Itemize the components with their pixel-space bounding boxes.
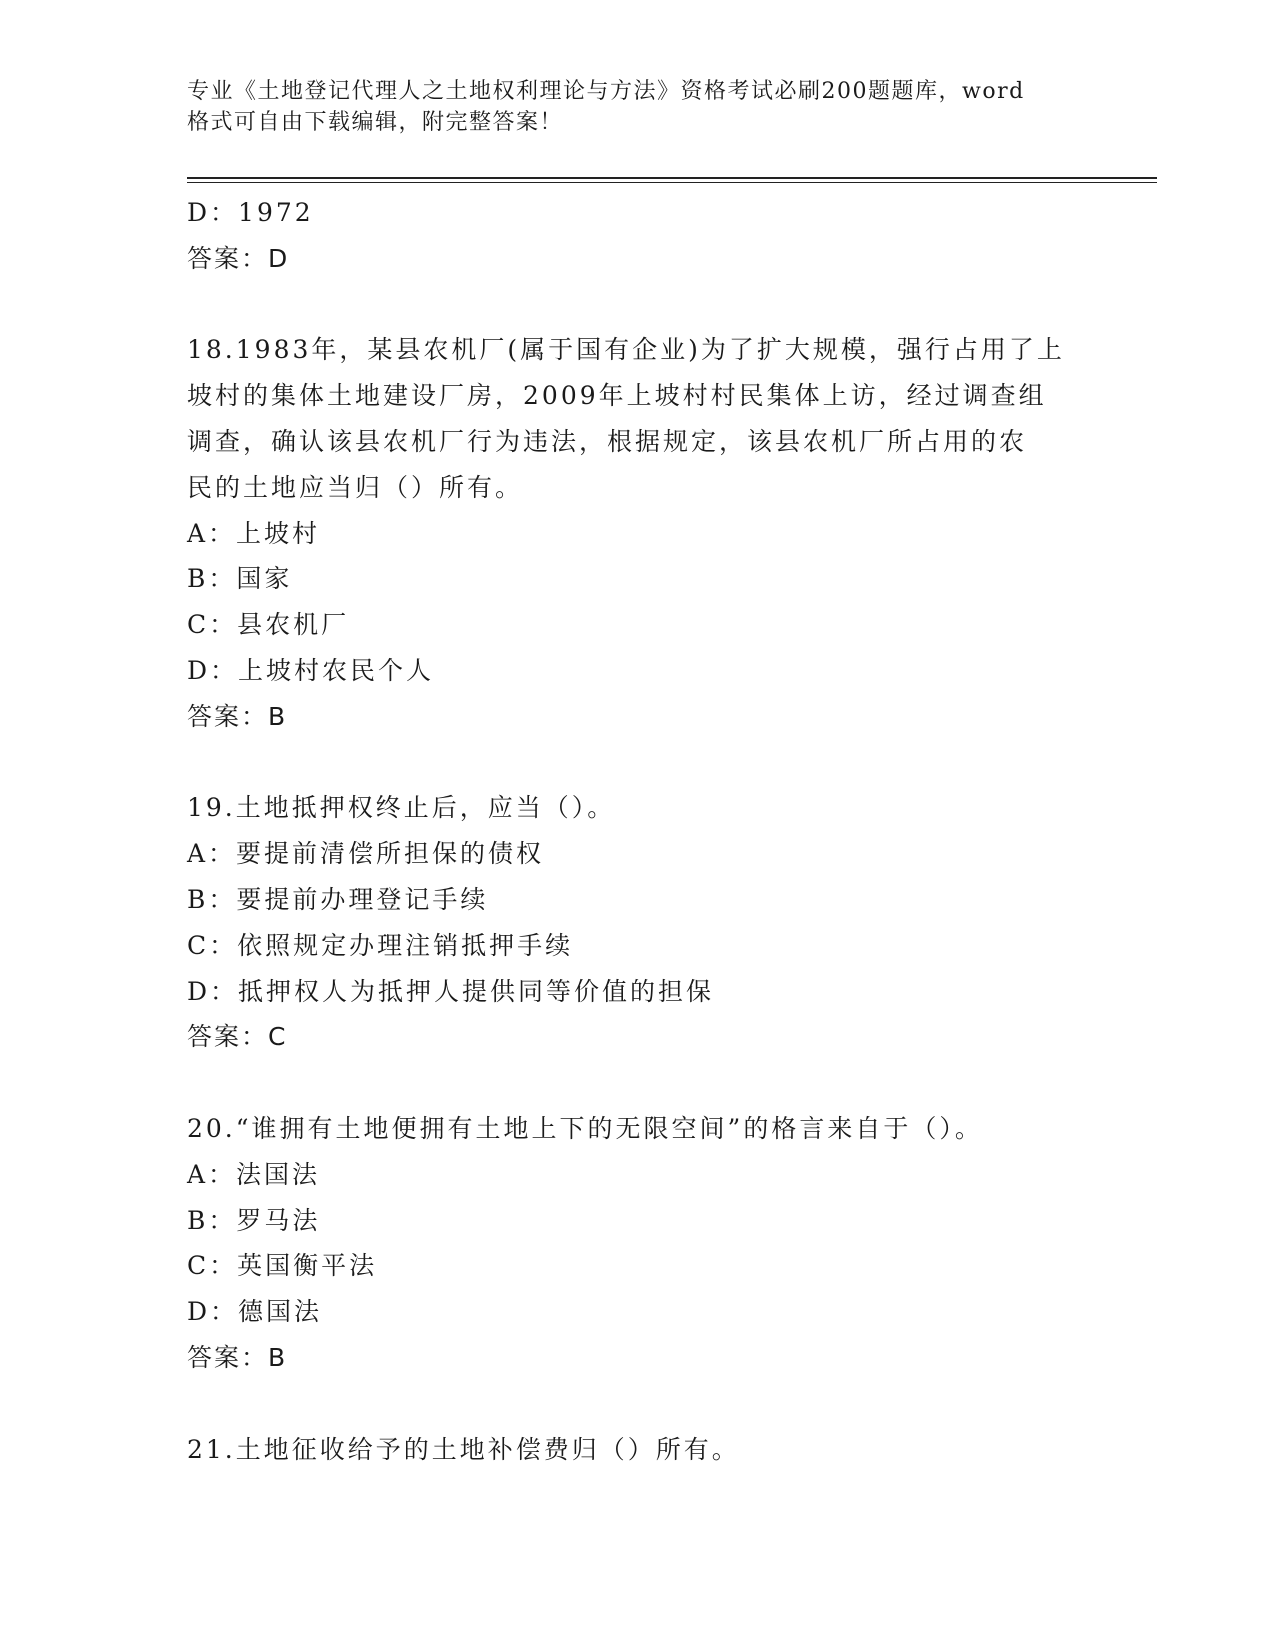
option-b: B：罗马法 — [187, 1205, 321, 1235]
question-stem-line: 21.土地征收给予的土地补偿费归（）所有。 — [187, 1434, 740, 1464]
option-d: D：德国法 — [187, 1297, 323, 1327]
answer-line: 答案：C — [187, 1022, 288, 1052]
header-line-2: 格式可自由下载编辑，附完整答案！ — [187, 110, 564, 135]
option-d: D：1972 — [187, 198, 314, 227]
option-a: A：上坡村 — [187, 518, 321, 548]
option-b: B：国家 — [187, 564, 293, 594]
option-c: C：依照规定办理注销抵押手续 — [187, 930, 574, 960]
question-19 — [187, 785, 1087, 1060]
header-divider-thick — [187, 177, 1157, 179]
question-stem-line: 20.“谁拥有土地便拥有土地上下的无限空间”的格言来自于（）。 — [187, 1113, 983, 1143]
option-d: D：上坡村农民个人 — [187, 655, 435, 685]
question-stem-line: 坡村的集体土地建设厂房，2009年上坡村村民集体上访，经过调查组 — [187, 381, 1047, 411]
option-c: C：县农机厂 — [187, 610, 350, 640]
option-b: B：要提前办理登记手续 — [187, 884, 489, 914]
spacer — [187, 740, 1087, 786]
question-stem-line: 民的土地应当归（）所有。 — [187, 472, 524, 502]
question-stem-line: 调查，确认该县农机厂行为违法，根据规定，该县农机厂所占用的农 — [187, 426, 1028, 456]
carryover-question — [187, 190, 1087, 282]
question-stem-line: 18.1983年，某县农机厂(属于国有企业)为了扩大规模，强行占用了上 — [187, 335, 1065, 365]
question-list — [187, 190, 1087, 1472]
option-a: A：法国法 — [187, 1159, 321, 1189]
spacer — [187, 1381, 1087, 1427]
answer-line: 答案：B — [187, 701, 288, 731]
page-header — [187, 76, 1067, 138]
option-d: D：抵押权人为抵押人提供同等价值的担保 — [187, 976, 715, 1006]
answer-line: 答案：B — [187, 1342, 288, 1372]
spacer — [187, 282, 1087, 328]
spacer — [187, 1060, 1087, 1106]
header-divider-thin — [187, 182, 1157, 183]
question-18 — [187, 327, 1087, 739]
question-stem-line: 19.土地抵押权终止后，应当（）。 — [187, 793, 616, 823]
option-c: C：英国衡平法 — [187, 1251, 378, 1281]
header-line-1: 专业《土地登记代理人之土地权利理论与方法》资格考试必刷200题题库，word — [187, 79, 1025, 104]
answer-line: 答案：D — [187, 243, 290, 273]
option-a: A：要提前清偿所担保的债权 — [187, 839, 545, 869]
question-20 — [187, 1106, 1087, 1381]
question-21 — [187, 1427, 1087, 1473]
